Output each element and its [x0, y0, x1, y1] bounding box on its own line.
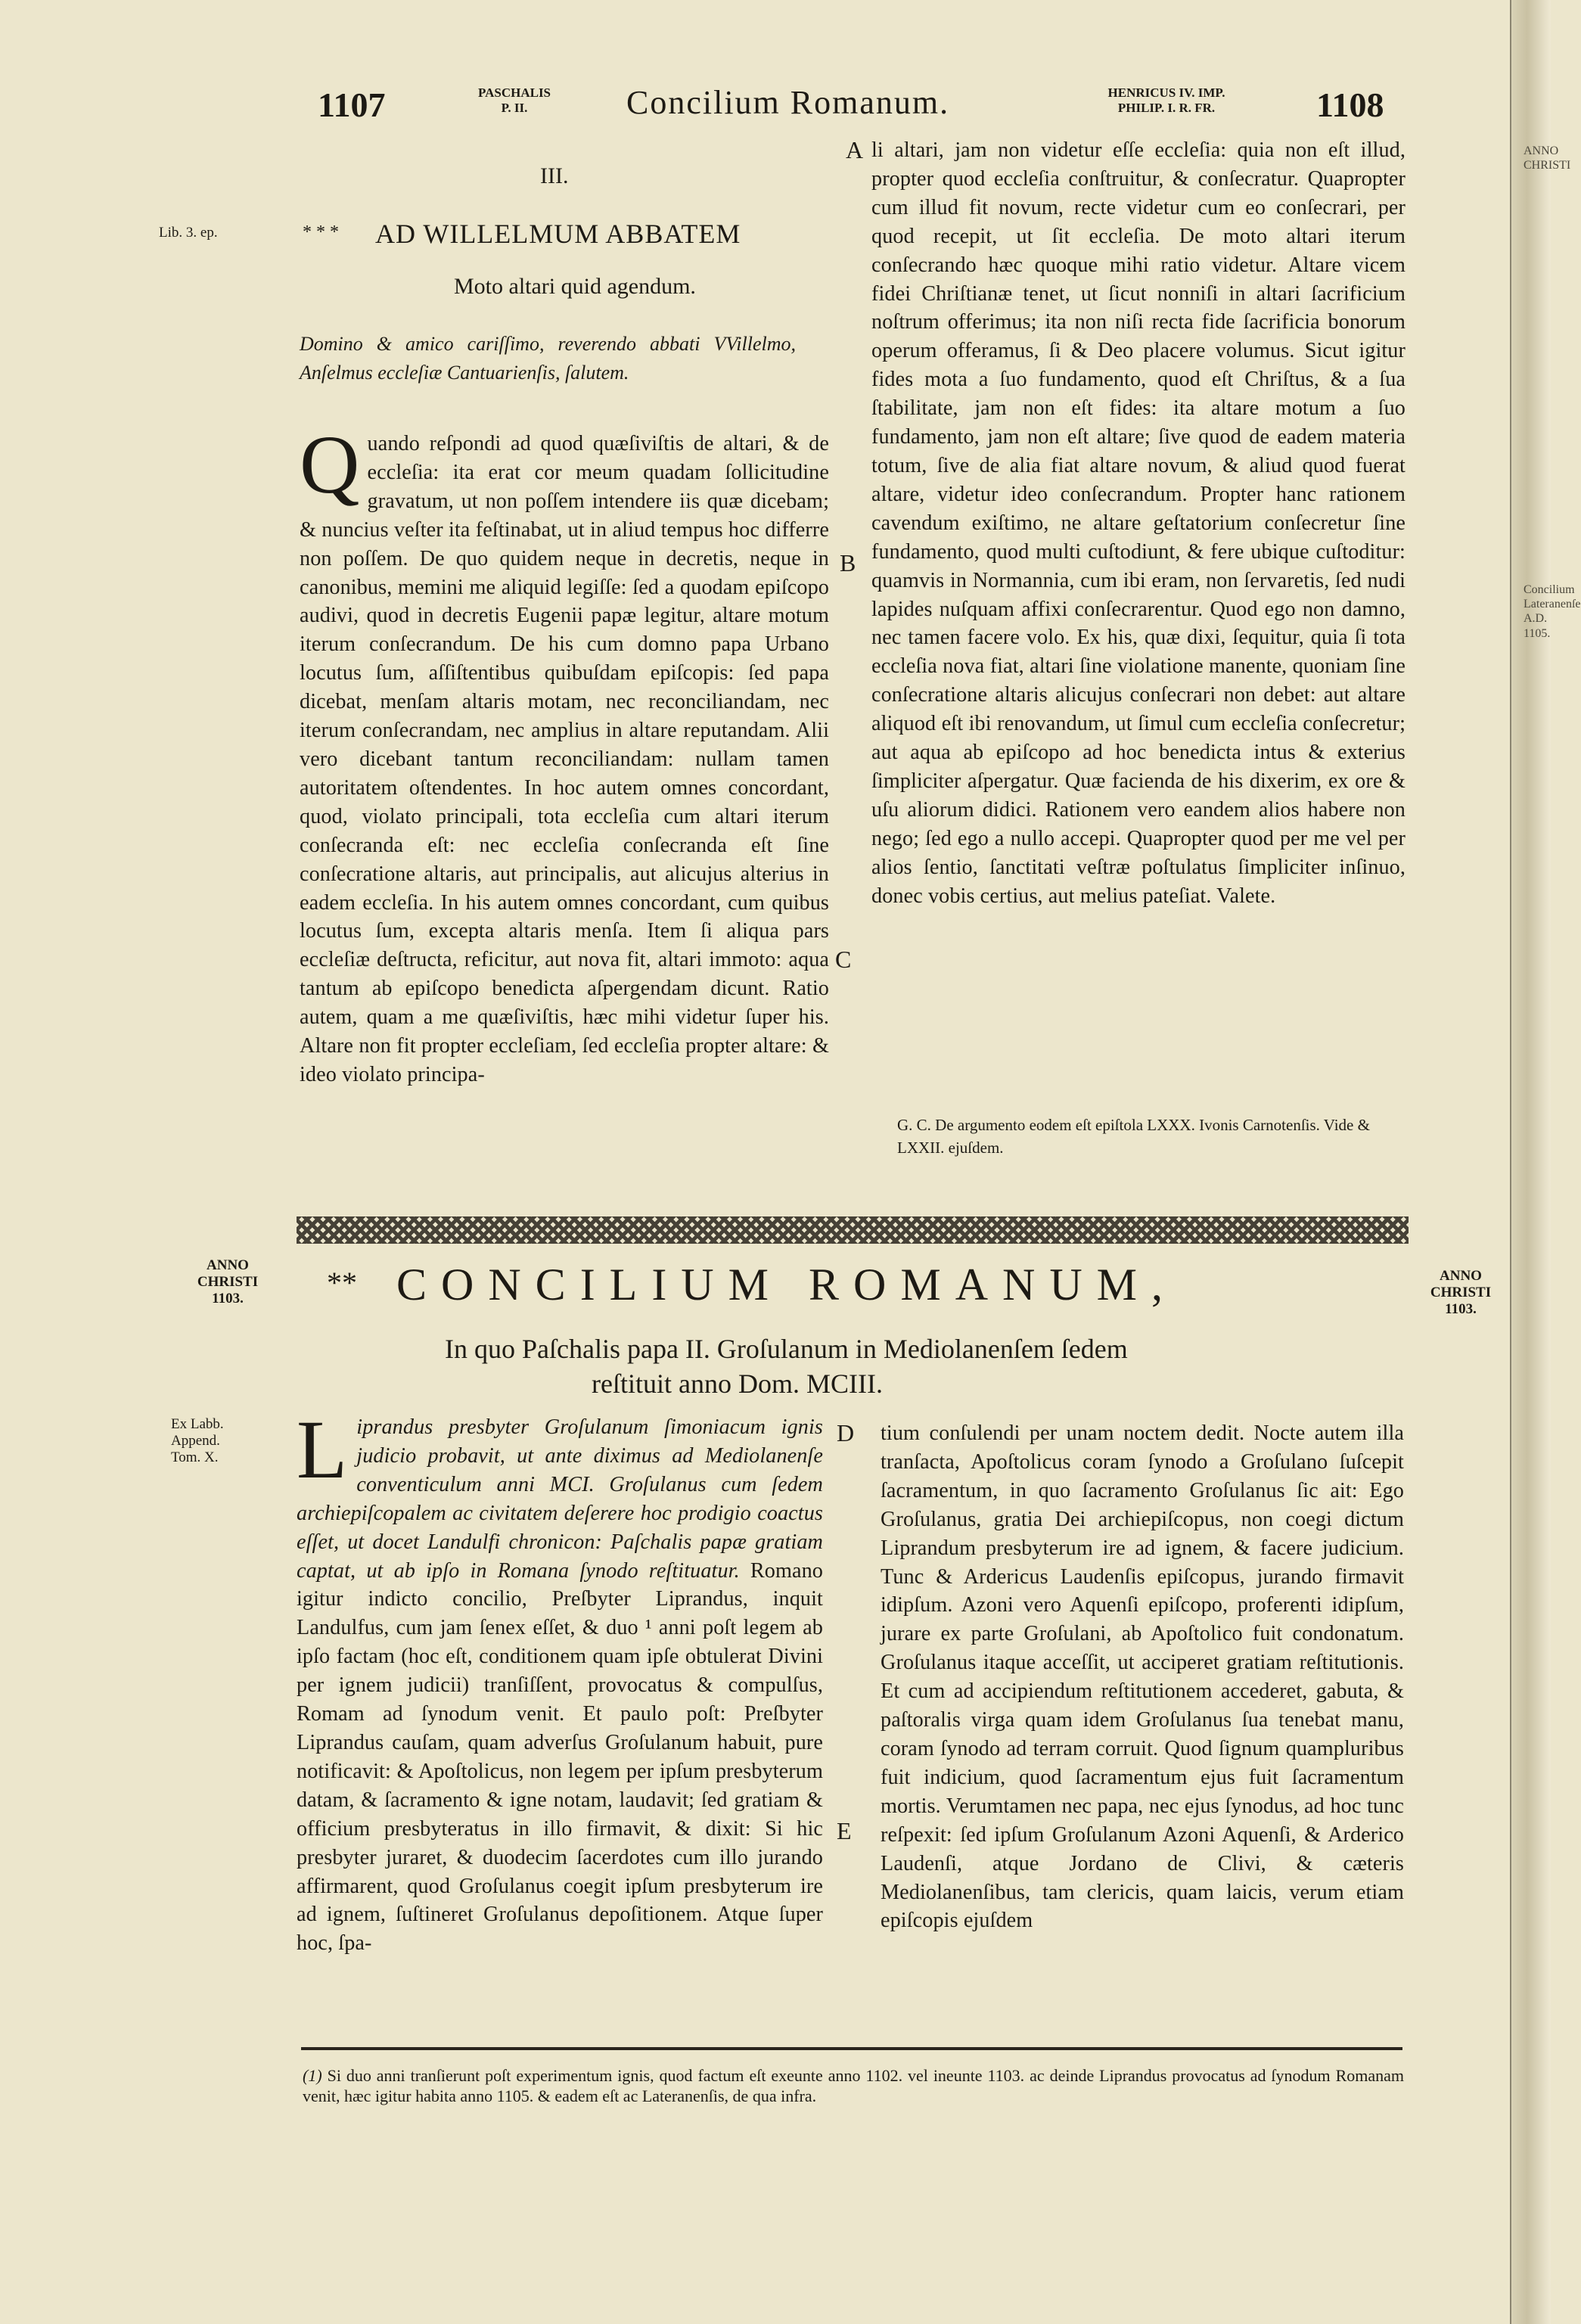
section-marker-e: E [837, 1817, 852, 1844]
council-subtitle-2: reſtituit anno Dom. MCIII. [592, 1369, 883, 1399]
letter-text-right: li altari, jam non videtur eſſe eccleſia: quia non eſt illud, propter quod eccleſia conſtruitur, & conſecratur. Quapropter cum illud fit novum, recte videtur cum eo conſecrari, per quod recepit, ut ſit eccleſia. De moto altari iterum conſecrando hæc quoque mihi ratio videtur. Altare vicem fidei Chriſtianæ tenet, ut ſicut nonniſi in altari ſacrificium noſtrum offerimus; ita non niſi recta fide ſacrificia bonorum operum offeramus, ſi & Deo placere volumus. Sicut igitur fides mota a ſuo fundamento, quod eſt Chriſtus, & a ſua ſtabilitate, jam non eſt fides: ita altare motum a ſuo fundamento, jam non eſt altare; ſive quod de eadem materia totum, ſive de alia fiat altare novum, & aliud quod fuerat altare, videtur ideo conſecrandum. Propter hanc rationem cavendum exiſtimo, ne altare geſtatorium conſecretur ſine fundamento, quod multi cuſtodiunt, & fere ubique cuſtoditur: quamvis in Normannia, cum ibi eram, non ſervaretis, ſed nudi lapides nuſquam affixi conſecrarentur. Quod ego non damno, nec tamen facere volo. Ex his, quæ dixi, ſequitur, quia ſi tota eccleſia nova fiat, altari ſine violatione manente, quoniam ſine conſecratione altaris alicujus conſecrari non debet: aut altare aliquod eſt ibi renovandum, ut ſimul cum eccleſia conſecretur; aut aqua ab epiſcopo ad hoc benedicta intus & exterius ſimpliciter aſpergatur. Quæ facienda de his dixerim, ex ore & uſu aliorum didici. Rationem vero eandem alios habere non nego; ſed ego a nullo accepi. Quapropter quod per me vel per alios ſentio, ſanctitati veſtræ poſtulatus ſimpliciter inſinuo, donec vobis certius, aut melius pateſiat. Valete. [871, 138, 1406, 908]
header-right-small [1083, 85, 1250, 115]
header-left-small [469, 85, 560, 115]
council-title: CONCILIUM ROMANUM, [396, 1260, 1178, 1310]
council-column-right [881, 1419, 1404, 2055]
anno-left-line1: ANNO [207, 1257, 249, 1273]
anno-left-line2: CHRISTI [197, 1273, 259, 1290]
anno-left [179, 1257, 277, 1307]
source-ref-line1: Ex Labb. [171, 1416, 224, 1432]
anno-right-line3: 1103. [1445, 1300, 1477, 1317]
council-subtitle-1: In quo Paſchalis papa II. Groſulanum in Mediolanenſem ſedem [445, 1334, 1128, 1364]
section-marker-c: C [835, 946, 852, 973]
letter-text-left: uando reſpondi ad quod quæſiviſtis de altari, & de eccleſia: ita erat cor meum quadam ſollicitudine gravatum, ut non poſſem intendere iis quæ dicebam; & nuncius veſter ita feſtinabat, ut in aliud tempus hoc differre non poſſem. De quo quidem neque in decretis, neque in canonibus, memini me aliquid legiſſe: ſed a quodam epiſcopo audivi, quod in decretis Eugenii papæ legitur, altare motum iterum conſecrandum. De his cum domno papa Urbano locutus ſum, aſſiſtentibus quibuſdam epiſcopis: ſed papa dicebat, menſam altaris motam, nec reconciliandam, nec iterum conſecrandam, nec amplius in altare reputandam. Alii vero dicebant tantum reconciliandam: nullam tamen autoritatem oſtendentes. In hoc autem omnes concordant, quod, violato principali, tota eccleſia cum altari iterum conſecranda eſt: nec eccleſia conſecranda eſt ſine conſecratione altaris, aut principalis, aut alicujus alterius in eadem eccleſia. In his autem omnes concordant, cum quibus locutus ſum, excepta altaris menſa. Item ſi aliqua pars eccleſiæ deſtructa, reficitur, aut nova fit, altari immoto: aqua tantum ab epiſcopo benedicta aſpergendam dicunt. Ratio autem, quam a me quæſiviſtis, hæc mihi videtur ſuper his. Altare non fit propter eccleſiam, ſed eccleſia propter altare: & ideo violato principa- [300, 432, 829, 1086]
edge-note-top: ANNO CHRISTI [1524, 144, 1571, 172]
council-text-right: tium conſulendi per unam noctem dedit. Nocte autem illa tranſacta, Apoſtolicus coram ſynodo a Groſulano ſuſcepit ſacramentum, in quo ſacramento Groſulanus ſic ait: Ego Groſulanus, gratia Dei archiepiſcopus, non coegi dictum Liprandum presbyterum ire ad ignem, & facere judicium. Tunc & Ardericus Laudenſis epiſcopus, jurando firmavit idipſum. Azoni vero Aquenſi epiſcopo, proferenti idipſum, jurare ex parte Groſulani, ab Apoſtolico fuit condonatum. Groſulanus itaque acceſſit, ut acciperet gratiam reſtitutionis. Et cum ad accipiendum reſtitutionem accederet, gabuta, & paſtoralis virga quam idem Groſulanus ſua tenebat manu, coram ſynodo ad terram corruit. Quod ſignum quampluribus fuit indicium, quod ſacramentum ejus fuit ſacramentum mortis. Verumtamen nec papa, nec ejus ſynodus, ad hoc tunc reſpexit: ſed ipſum Groſulanum Azoni Aquenſi, & Arderico Laudenſi, atque Jordano de Clivi, & cæteris Mediolanenſibus, tam clericis, quam laicis, verum etiam epiſcopis ejuſdem [881, 1421, 1404, 1933]
section-marker-b: B [840, 549, 856, 576]
council-intro: iprandus presbyter Groſulanum ſimoniacum ignis judicio probavit, ut ante diximus ad Mediolanenſe conventiculum anni MCI. Groſulanus cum ſedem archiepiſcopalem ac civitatem deſerere hoc prodigio coactus eſſet, ut docet Landulfi chronicon: Paſchalis papæ gratiam captat, ut ab ipſo in Romana ſynodo reſtituatur. [297, 1415, 823, 1583]
header-right-line2: PHILIP. I. R. FR. [1117, 100, 1216, 115]
letter-salutation: Domino & amico cariſſimo, reverendo abbati VVillelmo, Anſelmus eccleſiæ Cantuarienſis, ſalutem. [300, 333, 796, 384]
letter-title: AD WILLELMUM ABBATEM [375, 219, 741, 249]
letter-column-left [300, 418, 829, 1190]
page-number-left: 1107 [318, 85, 386, 124]
dropcap-l: L [297, 1403, 348, 1496]
page-number-right: 1108 [1316, 85, 1384, 124]
header-right-line1: HENRICUS IV. IMP. [1107, 85, 1225, 100]
source-ref-line2: Append. [171, 1433, 220, 1449]
footnote-label: (1) [303, 2066, 322, 2085]
council-column-left [297, 1403, 824, 2011]
letter-note: G. C. De argumento eodem eſt epiſtola LXXX. Ivonis Carnotenſis. Vide & LXXII. ejuſdem. [897, 1116, 1370, 1157]
edge-note-middle: Concilium Lateranenſe A.D. 1105. [1524, 583, 1581, 640]
section-marker-d: D [837, 1419, 855, 1446]
section-marker-a: A [846, 136, 864, 163]
council-marker: ** [327, 1266, 357, 1300]
header-left-line1: PASCHALIS [477, 85, 551, 100]
anno-right-line1: ANNO [1440, 1268, 1482, 1284]
anno-right [1412, 1268, 1510, 1318]
source-ref-line3: Tom. X. [171, 1449, 219, 1465]
letter-column-right [871, 136, 1406, 1097]
footnote-rule [301, 2047, 1402, 2050]
ornament-band [297, 1216, 1409, 1244]
footnote [303, 2065, 1404, 2106]
dropcap-q: Q [300, 418, 360, 511]
council-text-left: Romano igitur indicto concilio, Preſbyter Liprandus, inquit Landulfus, cum jam ſenex eſſet, & duo ¹ anni poſt legem ab ipſo factam (hoc eſt, conditionem quam ipſe obtulerat Divini per ignem judicii) tranſiſſent, provocatus & compulſus, Romam ad ſynodum venit. Et paulo poſt: Preſbyter Liprandus cauſam, quam adverſus Groſulanum habuit, pure notificavit: & Apoſtolicus, non legem per ipſum presbyterum datam, & ſacramento & igne notam, laudavit; ſed gratiam & officium presbyteratus in illo firmavit, & dixit: Si hic presbyter juraret, & duodecim ſacerdotes cum illo jurando affirmarent, quod Groſulanus coegit ipſum presbyterum ire ad ignem, ſuſtineret Groſulanus depoſitionem. Atque ſuper hoc, ſpa- [297, 1558, 824, 1956]
anno-left-line3: 1103. [212, 1290, 244, 1306]
footnote-text: Si duo anni tranſierunt poſt experimentum ignis, quod factum eſt exeunte anno 1102. vel ineunte 1103. ac deinde Liprandus provocatus ad ſynodum Romanam venit, hæc igitur habita anno 1105. & eadem eſt ac Lateranenſis, de qua infra. [303, 2066, 1405, 2105]
letter-margin-ref: Lib. 3. ep. [159, 225, 218, 241]
letter-subtitle: Moto altari quid agendum. [454, 274, 696, 299]
source-ref [171, 1416, 224, 1466]
letter-marker: * * * [303, 222, 339, 242]
letter-number: III. [540, 163, 569, 188]
running-title: Concilium Romanum. [626, 84, 950, 121]
anno-right-line2: CHRISTI [1430, 1284, 1492, 1300]
header-left-line2: P. II. [501, 100, 528, 115]
